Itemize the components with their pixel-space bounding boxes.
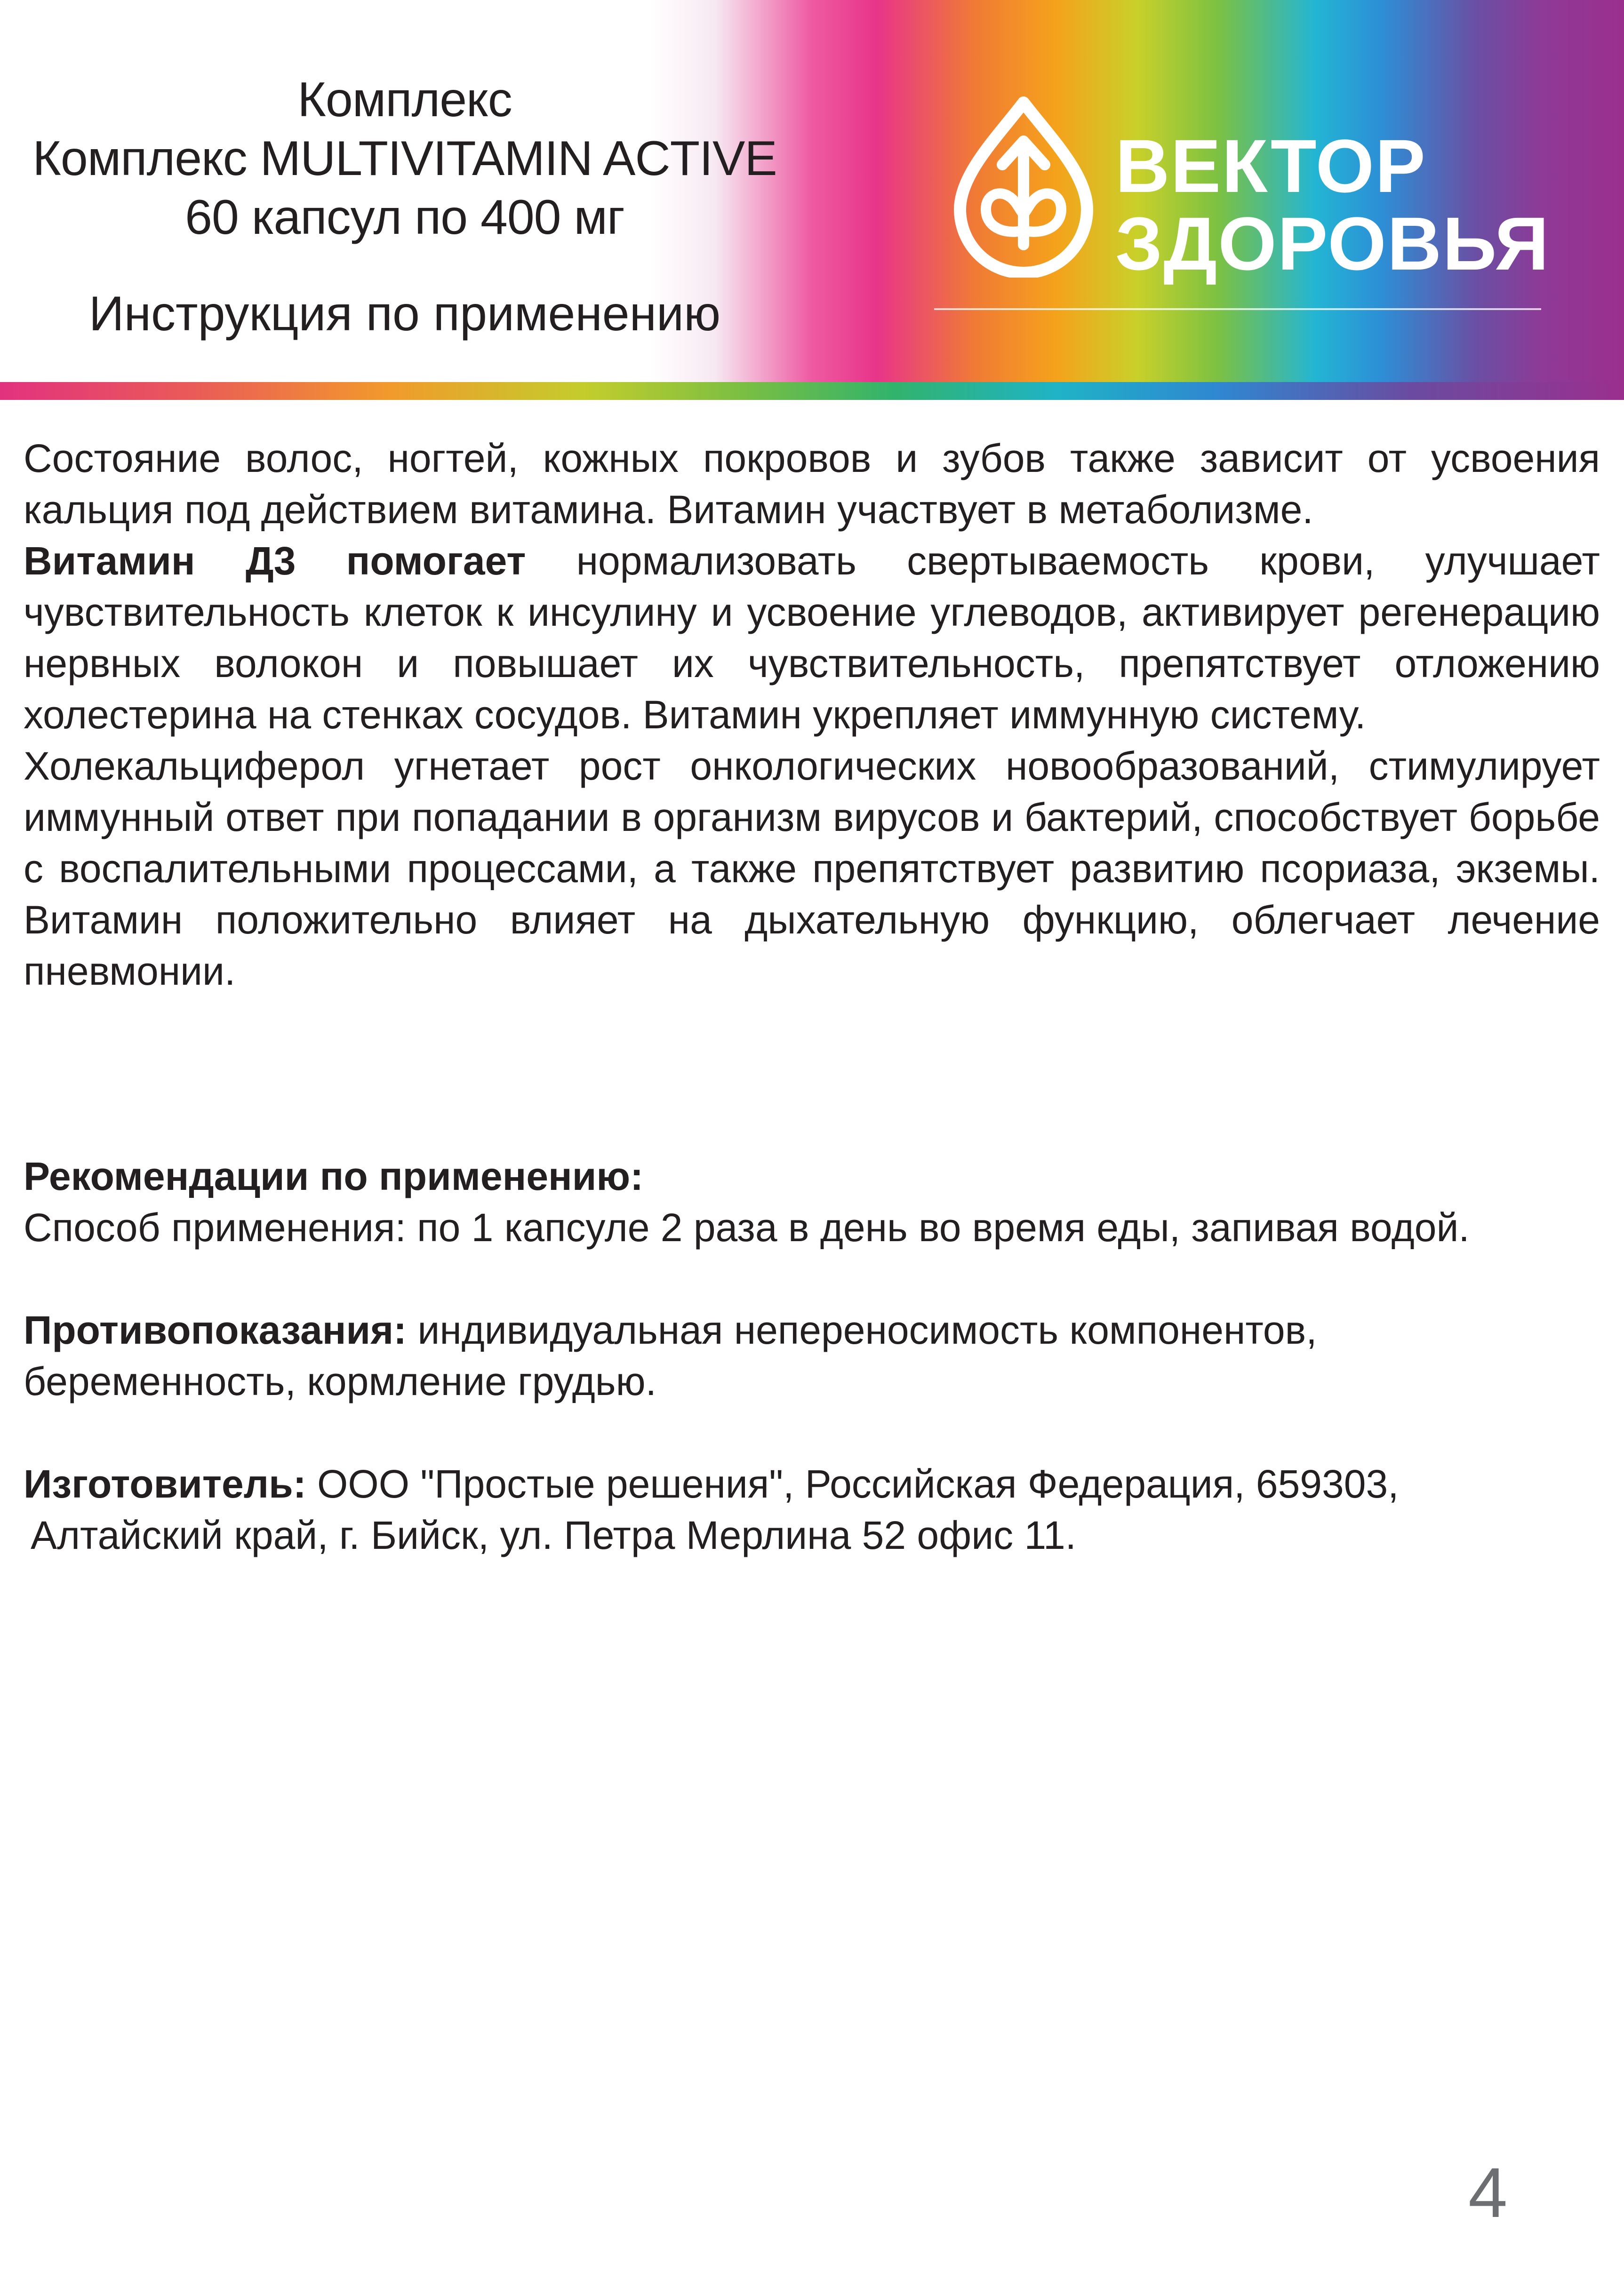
contraindications-line-1	[24, 1305, 1600, 1356]
recommendations-text: Способ применения: по 1 капсуле 2 раза в день во время еды, запивая водой.	[24, 1205, 1470, 1250]
product-title	[0, 71, 809, 247]
spacer	[24, 1407, 1600, 1459]
paragraph-cholecalciferol: Холекальциферол угнетает рост онкологических новообразований, стимулирует иммунный ответ при попадании в организм вирусов и бактерий, способствует борьбе с воспалительными процессами, а также препятствует развитию псориаза, экземы. Витамин положительно влияет на дыхательную функцию, облегчает лечение пневмонии.	[24, 744, 1600, 993]
brand-line-1: ВЕКТОР	[1115, 124, 1426, 208]
instruction-body	[24, 433, 1600, 1561]
manufacturer-label: Изготовитель:	[24, 1462, 306, 1506]
title-line-2: Комплекс MULTIVITAMIN ACTIVE	[32, 131, 777, 186]
paragraph-calcium: Состояние волос, ногтей, кожных покровов и зубов также зависит от усвоения кальция под действием витамина. Витамин участвует в метаболизме.	[24, 436, 1600, 532]
manufacturer-line-1	[24, 1459, 1600, 1510]
vitamin-d3-lead: Витамин Д3 помогает	[24, 539, 526, 583]
header-banner	[0, 0, 1624, 382]
drop-arrow-leaf-icon	[946, 94, 1101, 278]
contraindications-line-2: беременность, кормление грудью.	[24, 1359, 656, 1403]
spacer	[24, 997, 1600, 1151]
contraindications-label: Противопоказания:	[24, 1308, 407, 1352]
title-line-3: 60 капсул по 400 мг	[185, 190, 624, 245]
logo-divider	[934, 308, 1541, 310]
title-line-1: Комплекс	[297, 72, 512, 127]
document-subtitle: Инструкция по применению	[88, 287, 721, 341]
page-number: 4	[1468, 2153, 1508, 2232]
brand-line-2: ЗДОРОВЬЯ	[1115, 201, 1550, 286]
manufacturer-text: ООО "Простые решения", Российская Федерация, 659303,	[306, 1462, 1399, 1506]
manufacturer-line-2: Алтайский край, г. Бийск, ул. Петра Мерлина 52 офис 11.	[31, 1513, 1077, 1557]
brand-logo-text	[1115, 124, 1550, 286]
spacer	[24, 1253, 1600, 1305]
rainbow-divider-strip	[0, 382, 1624, 400]
paragraph-vitamin-d3	[24, 535, 1600, 741]
vitamin-d3-text: нормализовать свертываемость крови, улучшает чувствительность клеток к инсулину и усвоение углеводов, активирует регенерацию нервных волокон и повышает их чувствительность, препятствует отложению холестерина на стенках сосудов. Витамин укрепляет иммунную систему.	[24, 539, 1600, 737]
contraindications-text: индивидуальная непереносимость компонентов,	[407, 1308, 1317, 1352]
recommendations-heading: Рекомендации по применению:	[24, 1154, 644, 1198]
